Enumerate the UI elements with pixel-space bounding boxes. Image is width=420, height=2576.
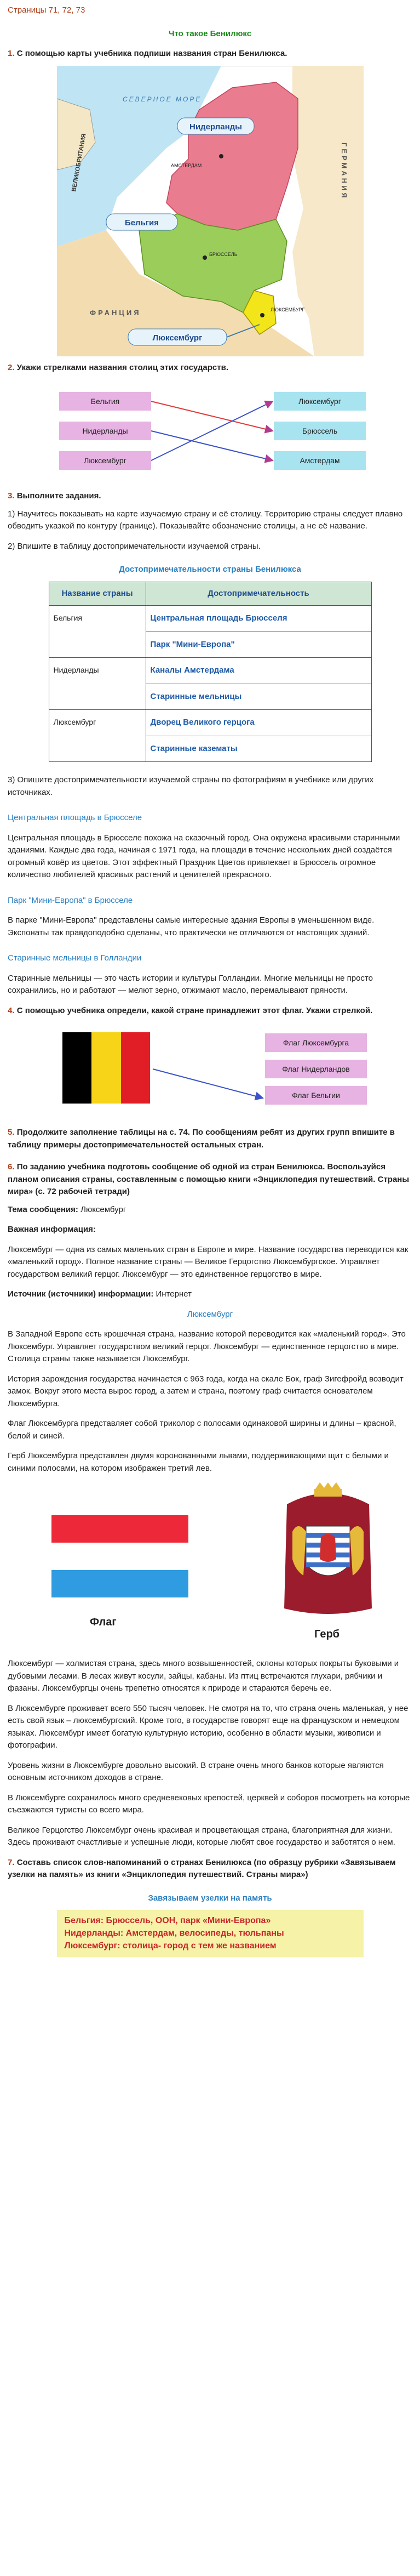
source-label: Источник (источники) информации: xyxy=(8,1289,154,1299)
country-luxembourg[interactable]: Люксембург xyxy=(59,451,151,470)
capital-luxembourg[interactable]: Люксембург xyxy=(274,392,366,411)
task-text: Составь список слов-напоминаний о странах Бенилюкса (по образцу рубрики «Завязываем узелки на память» из книги «Энциклопедия путешествий. Страны мира») xyxy=(8,1857,396,1879)
task-number: 4. xyxy=(8,1005,15,1015)
memo-title: Завязываем узелки на память xyxy=(148,1893,272,1903)
benelux-map xyxy=(57,66,364,356)
task-4 xyxy=(8,1005,412,1017)
table-header-row xyxy=(49,582,371,606)
task-3-item-1: 1) Научитесь показывать на карте изучаемую страну и её столицу. Территорию страны следует плавно обводить указкой по контуру (границе). Показывайте обозначение столицы, а не её название. xyxy=(8,509,403,531)
flag-caption: Флаг xyxy=(90,1616,117,1628)
memo-box xyxy=(57,1910,364,1957)
row-country: Нидерланды xyxy=(49,658,146,710)
row-landmark: Центральная площадь Брюсселя xyxy=(146,606,371,632)
brussels-marker xyxy=(203,255,207,260)
shield-lion xyxy=(320,1534,336,1562)
coat-of-arms-image xyxy=(281,1482,375,1619)
header-country: Название страны xyxy=(49,582,146,606)
task-6 xyxy=(8,1161,412,1198)
amsterdam-text: АМСТЕРДАМ xyxy=(170,162,202,168)
task-1 xyxy=(8,48,412,60)
country-belgium[interactable]: Бельгия xyxy=(59,392,151,411)
task-text: С помощью учебника определи, какой стране принадлежит этот флаг. Укажи стрелкой. xyxy=(16,1005,373,1015)
capital-brussels[interactable]: Брюссель xyxy=(274,422,366,440)
row-landmark: Старинные мельницы xyxy=(146,684,371,710)
desc-text-windmills: Старинные мельницы — это часть истории и культуры Голландии. Многие мельницы не просто сохранились, но и работают — мелют зерно, отжимают масло, перемалывают пряности. xyxy=(8,973,373,995)
report-para-2: Уровень жизни в Люксембурге довольно высокий. В стране очень много банков которые являются основным источником доходов в стране. xyxy=(8,1760,384,1782)
crown-band xyxy=(314,1489,342,1497)
pages-link[interactable]: Страницы 71, 72, 73 xyxy=(8,5,85,15)
flag-and-coat xyxy=(8,1482,413,1647)
task-text: С помощью карты учебника подпиши названия стран Бенилюкса. xyxy=(16,49,287,58)
shield-stripe xyxy=(306,1562,350,1567)
task-number: 5. xyxy=(8,1128,15,1137)
report-para-2: В Люксембурге проживает всего 550 тысяч человек. Не смотря на то, что страна очень маленькая, у нее есть свой язык – люксембургский. Кроме того, в государстве говорят еще на французском и немецком языках. Люксембург имеет богатую культурную историю, особенно в области музыки, живописи и фотографии. xyxy=(8,1703,409,1750)
memo-line-luxembourg: Люксембург: столица- город с тем же названием xyxy=(64,1941,277,1951)
flag-stripe-blue xyxy=(51,1570,188,1597)
table-row xyxy=(49,606,371,632)
task-3-item-2: 2) Впишите в таблицу достопримечательности изучаемой страны. xyxy=(8,541,261,551)
task-text: Выполните задания. xyxy=(16,491,101,501)
row-landmark: Каналы Амстердама xyxy=(146,658,371,684)
crown xyxy=(315,1482,341,1489)
sea-text: СЕВЕРНОЕ МОРЕ xyxy=(122,95,202,103)
germany-text: ГЕРМАНИЯ xyxy=(340,142,348,200)
theme-label: Тема сообщения: xyxy=(8,1204,78,1214)
info-text: Люксембург — одна из самых маленьких стран в Европе и мире. Название государства переводится как «маленький город». Полное название страны — Великое Герцогство Люксембургское. Управляет государством великий герцог. Люксембург — это единственное герцогство в мире. xyxy=(8,1244,409,1279)
memo-line-belgium: Бельгия: Брюссель, ООН, парк «Мини-Европа» xyxy=(64,1916,271,1925)
task-3-item-3: 3) Опишите достопримечательности изучаемой страны по фотографиям в учебнике или других источниках. xyxy=(8,775,374,797)
task-number: 6. xyxy=(8,1162,15,1172)
row-country: Бельгия xyxy=(49,606,146,658)
flag-label-luxembourg[interactable]: Флаг Люксембурга xyxy=(265,1033,367,1052)
desc-text-mini-europe: В парке "Мини-Европа" представлены самые интересные здания Европы в уменьшенном виде. Экспонаты так правдоподобно сделаны, что практически не отличаются от настоящих зданий. xyxy=(8,915,375,937)
report-para-2: Великое Герцогство Люксембург очень красивая и процветающая страна, благоприятная для жизни. Здесь проживают счастливые и успешные люди, которые любят свое государство и заботятся о нем. xyxy=(8,1825,395,1847)
theme-value: Люксембург xyxy=(80,1204,126,1214)
task-number: 7. xyxy=(8,1857,15,1867)
desc-heading-grand-place: Центральная площадь в Брюсселе xyxy=(8,813,142,822)
report-para: Флаг Люксембурга представляет собой триколор с полосами одинаковой ширины и длины – красной, белой и синей. xyxy=(8,1419,396,1441)
table-row xyxy=(49,710,371,736)
task-text: По заданию учебника подготовь сообщение об одной из стран Бенилюкса. Воспользуйся планом описания страны, составленным с помощью книги «Энциклопедия путешествий. Страны мира» (с. 72 рабочей тетради) xyxy=(8,1162,410,1196)
row-landmark: Старинные казематы xyxy=(146,736,371,762)
arrow-luxembourg-luxembourg xyxy=(151,401,273,460)
table-row xyxy=(49,658,371,684)
report-source xyxy=(8,1288,412,1301)
flag-matching xyxy=(8,1028,413,1110)
luxembourg-city-text: ЛЮКСЕМБУРГ xyxy=(270,306,304,312)
label-luxembourg: Люксембург xyxy=(152,333,202,343)
country-netherlands[interactable]: Нидерланды xyxy=(59,422,151,440)
task-2 xyxy=(8,362,412,374)
flag-label-netherlands[interactable]: Флаг Нидерландов xyxy=(265,1060,367,1078)
report-country-heading: Люксембург xyxy=(187,1309,233,1319)
task-number: 3. xyxy=(8,491,15,501)
source-value: Интернет xyxy=(156,1289,192,1299)
report-para: Герб Люксембурга представлен двумя коронованными львами, поддерживающими щит с белыми и синими полосами, на котором изображен третий лев. xyxy=(8,1451,389,1473)
landmarks-table xyxy=(49,582,372,763)
report-para-2: В Люксембурге сохранилось много средневековых крепостей, церквей и соборов посмотреть на которые съезжаются туристы со всего мира. xyxy=(8,1793,410,1815)
task-text: Продолжите заполнение таблицы на с. 74. По сообщениям ребят из других групп впишите в таблицу примеры достопримечательностей остальных стран. xyxy=(8,1128,395,1150)
task-5 xyxy=(8,1127,412,1151)
flag-stripe-white xyxy=(51,1543,188,1570)
task-number: 2. xyxy=(8,362,15,372)
label-netherlands: Нидерланды xyxy=(189,122,242,132)
row-country: Люксембург xyxy=(49,710,146,762)
row-landmark: Парк "Мини-Европа" xyxy=(146,632,371,658)
page-title: Что такое Бенилюкс xyxy=(168,29,252,38)
task-number: 1. xyxy=(8,49,15,58)
report-para: История зарождения государства начинается с 963 года, когда на скале Бок, граф Зигефройд возводит замок. Вокруг этого места вырос город, а затем и страна, поэтому граф считается основателем Люксембурга. xyxy=(8,1374,404,1408)
desc-text-grand-place: Центральная площадь в Брюсселе похожа на сказочный город. Она окружена красивыми старинными зданиями. Каждые два года, начиная с 1971 года, на площади в течение нескольких дней создаётся огромный ковёр из цветов. Этот эффектный Праздник Цветов привлекает в Брюссель огромное количество любителей красивых растений и ценителей прекрасного. xyxy=(8,833,400,879)
capitals-matching xyxy=(8,379,413,478)
france-text: ФРАНЦИЯ xyxy=(89,308,141,317)
luxembourg-flag-image xyxy=(51,1515,188,1597)
desc-heading-windmills: Старинные мельницы в Голландии xyxy=(8,953,142,963)
task-3 xyxy=(8,490,412,503)
landmarks-title: Достопримечательности страны Бенилюкса xyxy=(119,565,301,574)
brussels-text: БРЮССЕЛЬ xyxy=(209,251,238,257)
report-para-2: Люксембург — холмистая страна, здесь много возвышенностей, склоны которых покрыты буковыми и дубовыми лесами. В лесах живут косули, зайцы, кабаны. Из птиц встречаются глухари, рябчики и фазаны. Люксембургцы очень трепетно относятся к природе и стараются беречь ее. xyxy=(8,1659,399,1693)
task-text: Укажи стрелками названия столиц этих государств. xyxy=(16,362,228,372)
task-7 xyxy=(8,1857,412,1881)
arrow-netherlands-amsterdam xyxy=(151,431,273,460)
map-svg xyxy=(57,66,364,356)
report-para: В Западной Европе есть крошечная страна, название которой переводится как «маленький город». Это Люксембург. Управляет государством великий герцог. Люксембург — единственное герцогство в мире. Столица страны также называется Люксембург. xyxy=(8,1329,406,1363)
row-landmark: Дворец Великого герцога xyxy=(146,710,371,736)
info-label: Важная информация: xyxy=(8,1225,96,1234)
flag-stripe-red xyxy=(51,1515,188,1543)
uk-text: ВЕЛИКОБРИТАНИЯ xyxy=(70,133,88,192)
label-belgium: Бельгия xyxy=(124,218,159,228)
arrow-flag-belgium xyxy=(153,1069,263,1098)
amsterdam-marker xyxy=(219,154,223,158)
coat-caption: Герб xyxy=(314,1628,340,1640)
desc-heading-mini-europe: Парк "Мини-Европа" в Брюсселе xyxy=(8,895,133,905)
capital-amsterdam[interactable]: Амстердам xyxy=(274,451,366,470)
flag-label-belgium[interactable]: Флаг Бельгии xyxy=(265,1086,367,1105)
header-landmark: Достопримечательность xyxy=(146,582,371,606)
report-theme xyxy=(8,1204,412,1216)
memo-line-netherlands: Нидерланды: Амстердам, велосипеды, тюльпаны xyxy=(64,1929,284,1938)
luxembourg-city-marker xyxy=(260,313,264,317)
arrow-belgium-brussels xyxy=(151,401,273,431)
